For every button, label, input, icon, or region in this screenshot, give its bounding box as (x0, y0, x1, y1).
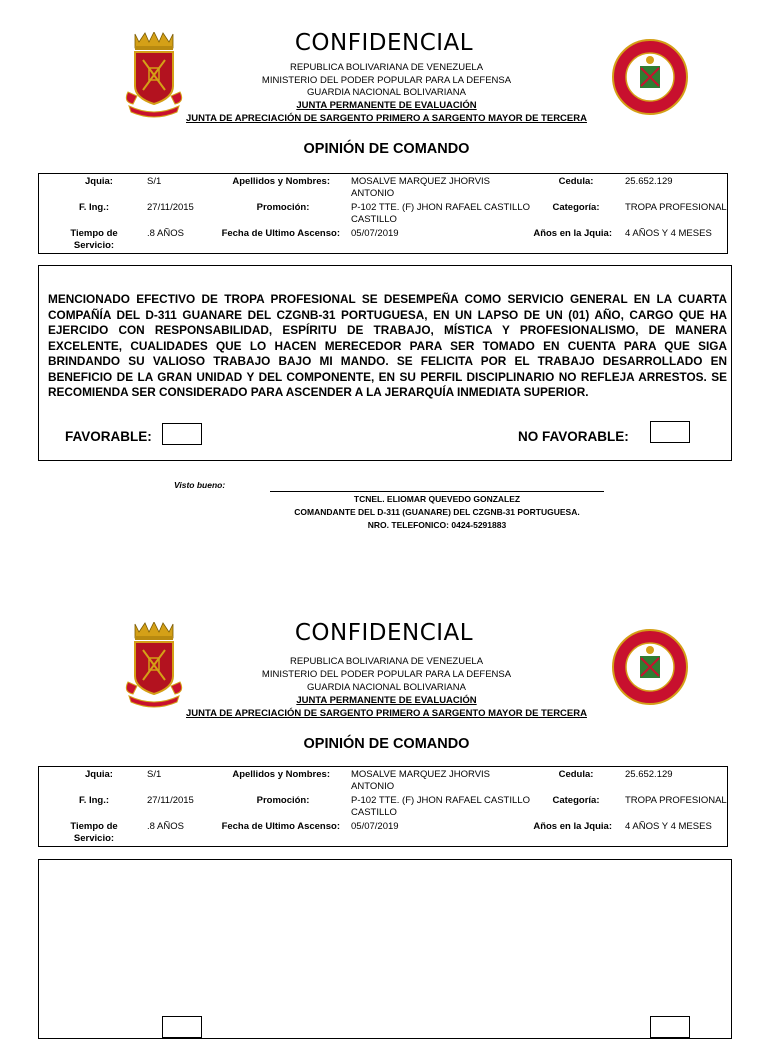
no-favorable-checkbox[interactable] (650, 421, 690, 443)
fing-label: F. Ing.: (78, 795, 110, 806)
nombres-value-2: ANTONIO (351, 781, 395, 792)
ascenso-label: Fecha de Ultimo Ascenso: (221, 821, 340, 832)
anos-value: 4 AÑOS Y 4 MESES (625, 821, 712, 832)
anos-value: 4 AÑOS Y 4 MESES (625, 228, 712, 239)
categoria-value: TROPA PROFESIONAL (625, 795, 727, 806)
document-copy-2 (0, 590, 768, 1024)
promocion-value-1: P-102 TTE. (F) JHON RAFAEL CASTILLO (351, 202, 530, 213)
tiempo-value: .8 AÑOS (147, 821, 184, 832)
promocion-value-2: CASTILLO (351, 807, 397, 818)
favorable-label: FAVORABLE: (65, 429, 152, 444)
header-junta-apreciacion: JUNTA DE APRECIACIÓN DE SARGENTO PRIMERO A SARGENTO MAYOR DE TERCERA (186, 708, 587, 719)
header-junta-apreciacion: JUNTA DE APRECIACIÓN DE SARGENTO PRIMERO A SARGENTO MAYOR DE TERCERA (186, 113, 587, 124)
header-guardia: GUARDIA NACIONAL BOLIVARIANA (307, 682, 466, 693)
signature-position: COMANDANTE DEL D-311 (GUANARE) DEL CZGNB-31 PORTUGUESA. (294, 507, 580, 517)
tiempo-value: .8 AÑOS (147, 228, 184, 239)
promocion-value-1: P-102 TTE. (F) JHON RAFAEL CASTILLO (351, 795, 530, 806)
tiempo-label-2: Servicio: (73, 833, 115, 844)
fing-label: F. Ing.: (78, 202, 110, 213)
cedula-label: Cedula: (558, 769, 594, 780)
header-republica: REPUBLICA BOLIVARIANA DE VENEZUELA (289, 62, 484, 73)
categoria-label: Categoría: (552, 202, 600, 213)
no-favorable-checkbox[interactable] (650, 1016, 690, 1038)
header-junta-permanente: JUNTA PERMANENTE DE EVALUACIÓN (296, 695, 477, 706)
header-ministerio: MINISTERIO DEL PODER POPULAR PARA LA DEFENSA (261, 75, 512, 86)
opinion-text-box (38, 859, 732, 1039)
header-guardia: GUARDIA NACIONAL BOLIVARIANA (307, 87, 466, 98)
jquia-label: Jquia: (85, 176, 113, 187)
opinion-body-text: MENCIONADO EFECTIVO DE TROPA PROFESIONAL SE DESEMPEÑA COMO SERVICIO GENERAL EN LA CUARTA COMPAÑÍA DEL D-311 GUANARE DEL CZGNB-31 PORTUGUESA, EN UN LAPSO DE UN (01) AÑO, CARGO QUE HA EJERCIDO CON RESPONSABILIDAD, ESPÍRITU DE TRABAJO, MÍSTICA Y PROFESIONALISMO, DE MANERA EXCELENTE, CUALIDADES QUE LO HACEN MERECEDOR PARA SER TOMADO EN CUENTA PARA QUE SIGA BRINDANDO SU VALIOSO TRABAJO BAJO MI MANDO. SE FELICITA POR EL TRABAJO DESARROLLADO EN BENEFICIO DE LA GRAN UNIDAD Y DEL COMPONENTE, EN SU PERFIL DISCIPLINARIO NO REFLEJA ARRESTOS. SE RECOMIENDA SER CONSIDERADO PARA ASCENDER A LA JERARQUÍA INMEDIATA SUPERIOR. (48, 292, 727, 399)
categoria-label: Categoría: (552, 795, 600, 806)
info-table (38, 766, 728, 847)
ascenso-value: 05/07/2019 (351, 228, 399, 239)
header-ministerio: MINISTERIO DEL PODER POPULAR PARA LA DEFENSA (261, 669, 512, 680)
nombres-value-1: MOSALVE MARQUEZ JHORVIS (351, 176, 491, 187)
fing-value: 27/11/2015 (147, 795, 194, 806)
fing-value: 27/11/2015 (147, 202, 194, 213)
jquia-value: S/1 (147, 769, 162, 780)
opinion-de-comando-heading: OPINIÓN DE COMANDO (303, 736, 470, 752)
ascenso-value: 05/07/2019 (351, 821, 399, 832)
header-republica: REPUBLICA BOLIVARIANA DE VENEZUELA (289, 656, 484, 667)
signature-name: TCNEL. ELIOMAR QUEVEDO GONZALEZ (353, 494, 521, 504)
jquia-label: Jquia: (85, 769, 113, 780)
cedula-label: Cedula: (558, 176, 594, 187)
tiempo-label-2: Servicio: (73, 240, 115, 251)
nombres-label: Apellidos y Nombres: (232, 769, 330, 780)
ascenso-label: Fecha de Ultimo Ascenso: (221, 228, 340, 239)
info-table (38, 173, 728, 254)
anos-label: Años en la Jquia: (533, 228, 612, 239)
header-junta-permanente: JUNTA PERMANENTE DE EVALUACIÓN (296, 100, 477, 111)
favorable-checkbox[interactable] (162, 423, 202, 445)
visto-bueno-label: Visto bueno: (174, 480, 226, 490)
anos-label: Años en la Jquia: (533, 821, 612, 832)
tiempo-label-1: Tiempo de (70, 228, 118, 239)
confidencial-title: CONFIDENCIAL (294, 620, 474, 646)
signature-phone: NRO. TELEFONICO: 0424-5291883 (367, 520, 507, 530)
opinion-de-comando-heading: OPINIÓN DE COMANDO (303, 141, 470, 157)
promocion-label: Promoción: (256, 795, 310, 806)
signature-line (270, 491, 604, 492)
jquia-value: S/1 (147, 176, 162, 187)
nombres-label: Apellidos y Nombres: (232, 176, 330, 187)
opinion-text-box (38, 265, 732, 461)
categoria-value: TROPA PROFESIONAL (625, 202, 727, 213)
favorable-checkbox[interactable] (162, 1016, 202, 1038)
cedula-value: 25.652.129 (625, 769, 673, 780)
no-favorable-label: NO FAVORABLE: (518, 429, 629, 444)
nombres-value-1: MOSALVE MARQUEZ JHORVIS (351, 769, 491, 780)
promocion-label: Promoción: (256, 202, 310, 213)
nombres-value-2: ANTONIO (351, 188, 395, 199)
tiempo-label-1: Tiempo de (70, 821, 118, 832)
confidencial-title: CONFIDENCIAL (294, 30, 474, 56)
promocion-value-2: CASTILLO (351, 214, 397, 225)
cedula-value: 25.652.129 (625, 176, 673, 187)
